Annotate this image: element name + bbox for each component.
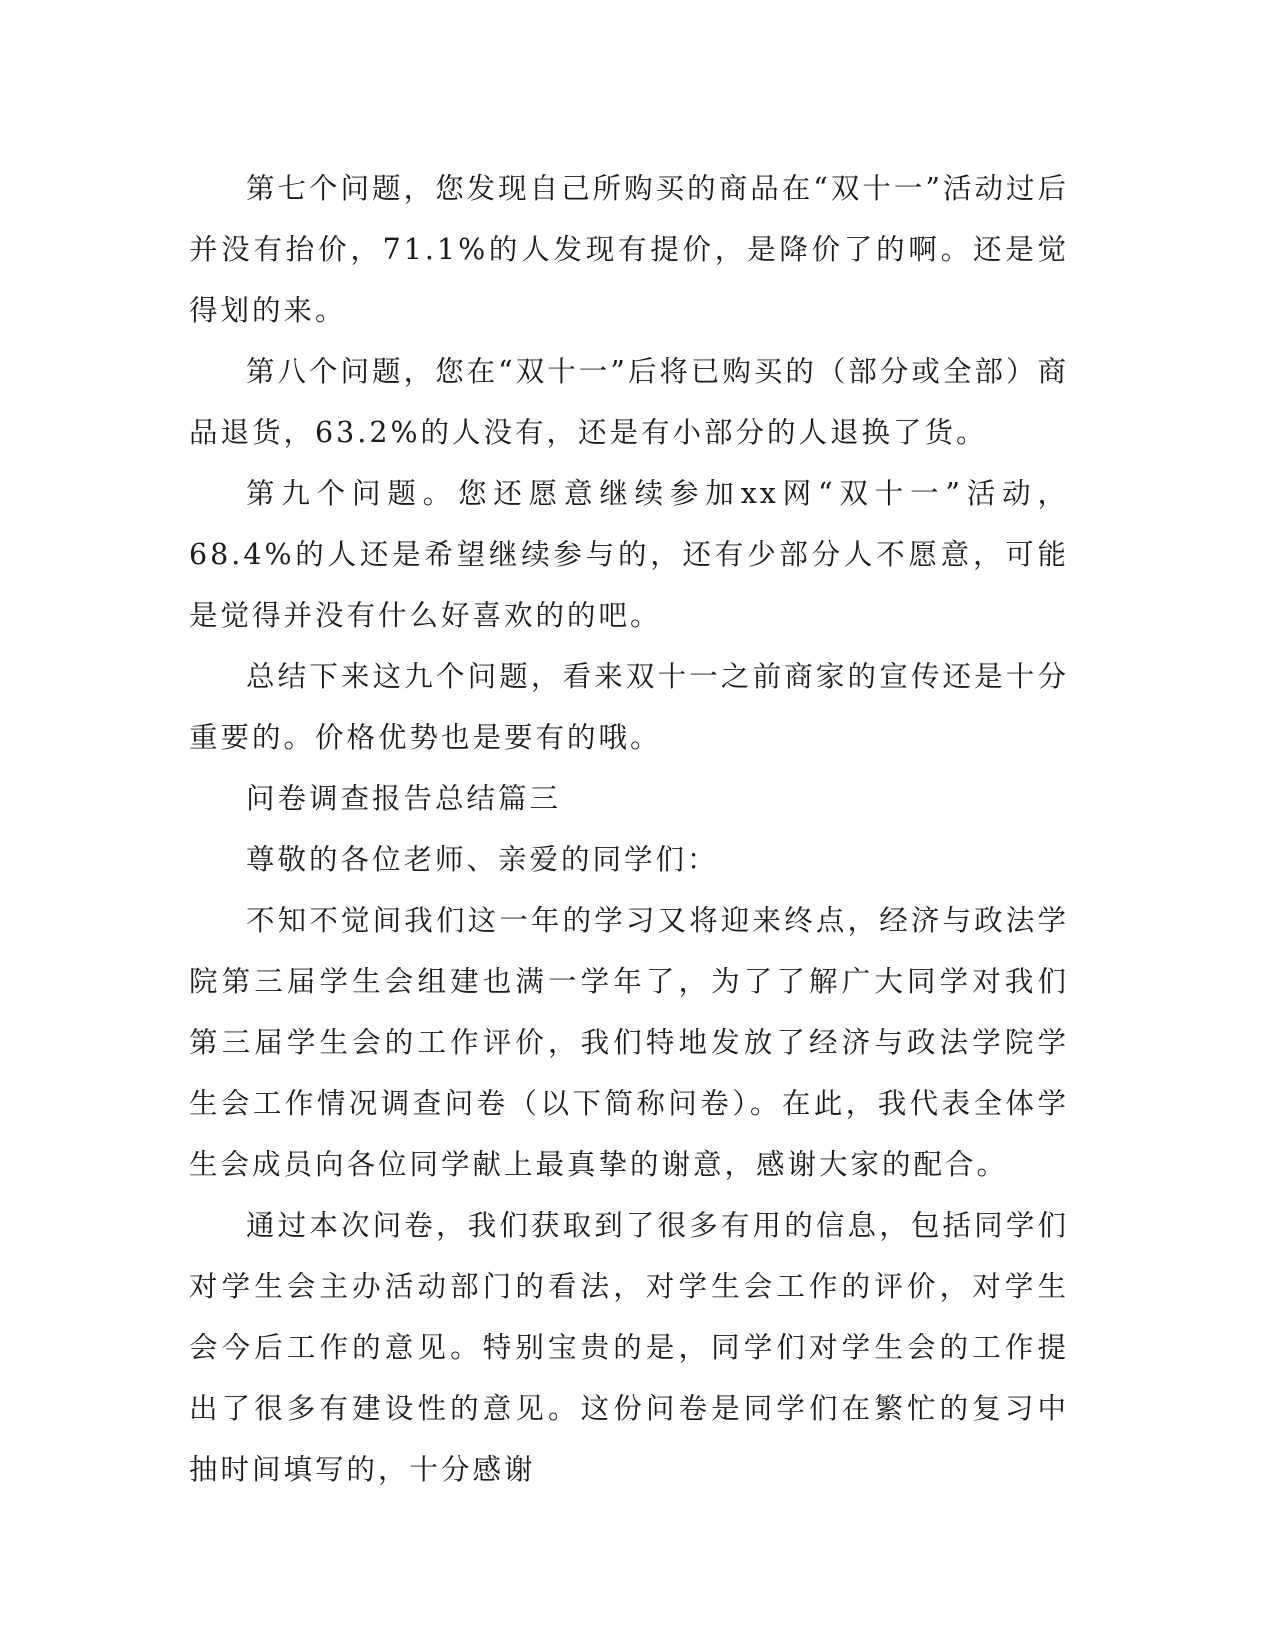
salutation: 尊敬的各位老师、亲爱的同学们： (246, 843, 719, 876)
paragraph-q7: 第七个问题，您发现自己所购买的商品在“双十一”活动过后并没有抬价，71.1%的人发现有提价，是降价了的啊。还是觉得划的来。 (189, 172, 1069, 327)
section-title: 问卷调查报告总结篇三 (246, 782, 562, 815)
paragraph-q8: 第八个问题，您在“双十一”后将已购买的（部分或全部）商品退货，63.2%的人没有，还是有小部分的人退换了货。 (189, 355, 1069, 449)
paragraph-findings: 通过本次问卷，我们获取到了很多有用的信息，包括同学们对学生会主办活动部门的看法，对学生会工作的评价，对学生会今后工作的意见。特别宝贵的是，同学们对学生会的工作提出了很多有建设性的意见。这份问卷是同学们在繁忙的复习中抽时间填写的，十分感谢 (189, 1209, 1069, 1486)
paragraph-intro: 不知不觉间我们这一年的学习又将迎来终点，经济与政法学院第三届学生会组建也满一学年了，为了了解广大同学对我们第三届学生会的工作评价，我们特地发放了经济与政法学院学生会工作情况调查问卷（以下简称问卷）。在此，我代表全体学生会成员向各位同学献上最真挚的谢意，感谢大家的配合。 (189, 904, 1069, 1181)
paragraph-summary: 总结下来这九个问题，看来双十一之前商家的宣传还是十分重要的。价格优势也是要有的哦。 (189, 660, 1069, 754)
paragraph-q9: 第九个问题。您还愿意继续参加xx网“双十一”活动，68.4%的人还是希望继续参与的，还有少部分人不愿意，可能是觉得并没有什么好喜欢的的吧。 (189, 477, 1069, 632)
document-body (189, 158, 1069, 1500)
